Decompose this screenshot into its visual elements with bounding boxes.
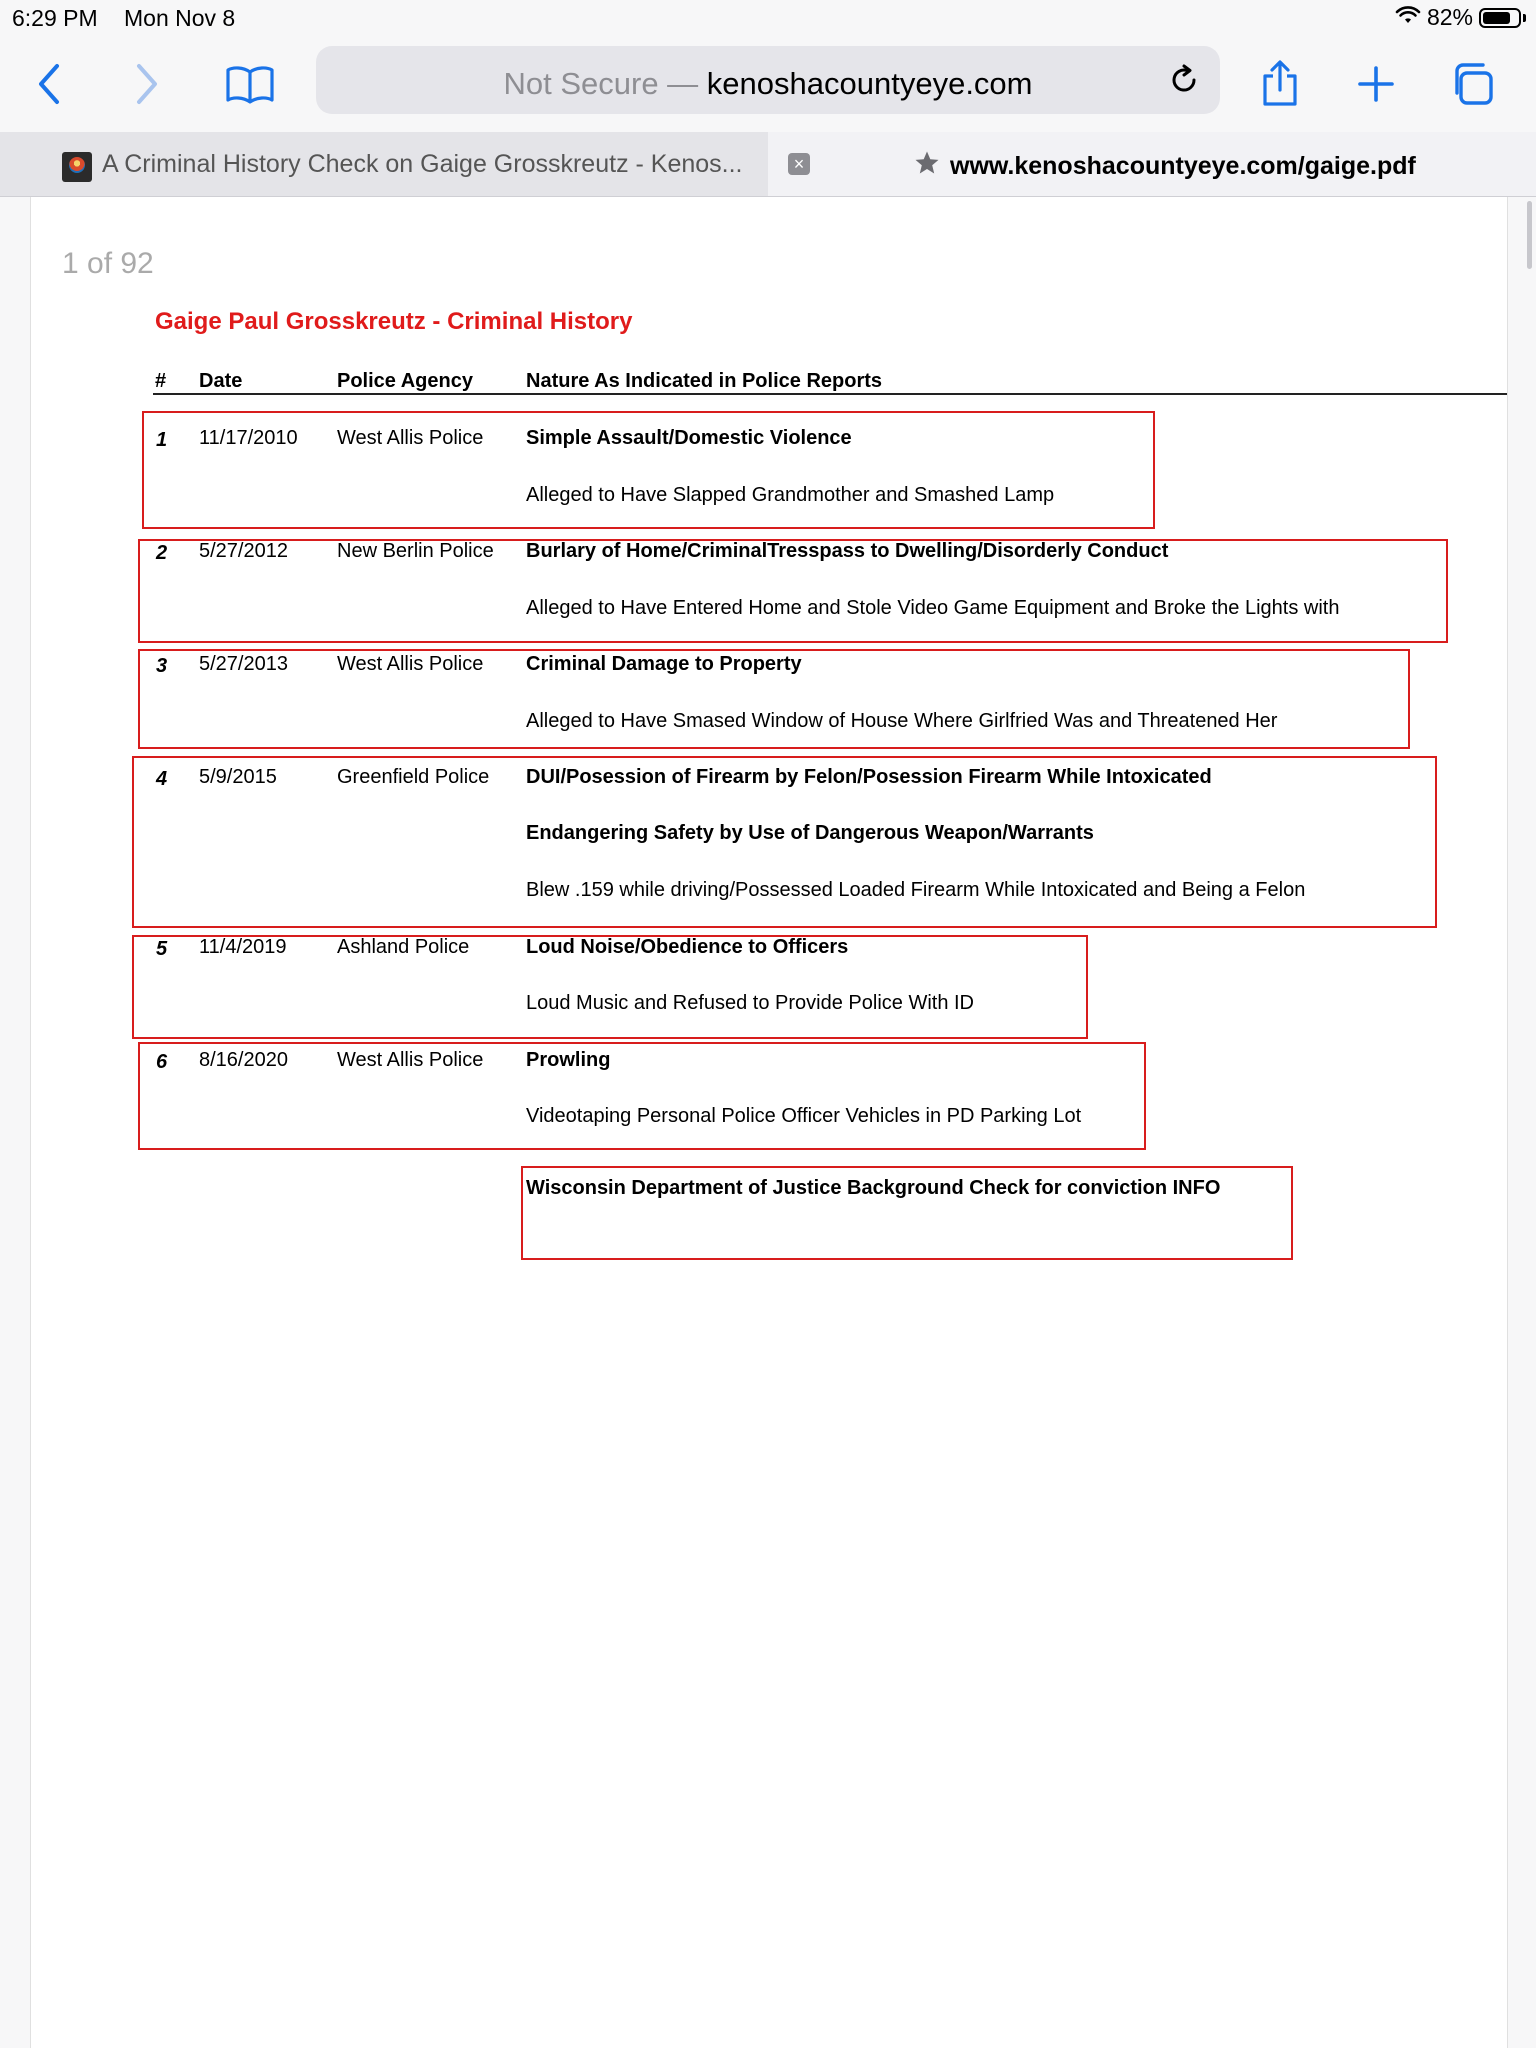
tab-inactive[interactable] [0, 132, 768, 196]
column-header-agency: Police Agency [337, 370, 473, 392]
reload-icon[interactable] [1160, 56, 1208, 104]
column-header-date: Date [199, 370, 243, 392]
row-date: 5/9/2015 [199, 766, 277, 788]
row-agency: West Allis Police [337, 427, 484, 449]
star-icon [914, 150, 940, 183]
row-agency: Greenfield Police [337, 766, 490, 788]
row-offense: Criminal Damage to Property [526, 653, 802, 675]
scrollbar[interactable] [1527, 201, 1532, 269]
row-agency: Ashland Police [337, 936, 470, 958]
new-tab-icon[interactable] [1346, 54, 1406, 114]
safari-toolbar [0, 36, 1536, 132]
row-number: 3 [156, 655, 168, 677]
row-offense: DUI/Posession of Firearm by Felon/Posession Firearm While Intoxicated [526, 766, 1212, 788]
column-header-nature: Nature As Indicated in Police Reports [526, 370, 883, 392]
document-title: Gaige Paul Grosskreutz - Criminal History [155, 308, 633, 335]
row-number: 4 [156, 768, 168, 790]
row-date: 5/27/2012 [199, 540, 288, 562]
address-text [316, 66, 1220, 102]
row-description: Alleged to Have Slapped Grandmother and Smashed Lamp [526, 484, 1055, 506]
row-agency: West Allis Police [337, 1049, 484, 1071]
forward-icon[interactable] [116, 54, 176, 114]
tabs-icon[interactable] [1442, 54, 1502, 114]
battery-icon [1479, 8, 1521, 28]
tab-bar [0, 132, 1536, 197]
row-offense: Burlary of Home/CriminalTresspass to Dwelling/Disorderly Conduct [526, 540, 1169, 562]
pdf-page [30, 197, 1508, 2048]
row-number: 5 [156, 938, 168, 960]
address-domain: kenoshacountyeye.com [706, 66, 1033, 101]
address-bar[interactable] [316, 46, 1220, 114]
tab-active[interactable] [914, 150, 1416, 183]
highlight-box [138, 1042, 1146, 1150]
row-offense: Loud Noise/Obedience to Officers [526, 936, 849, 958]
pdf-viewer[interactable] [0, 197, 1536, 2048]
row-date: 11/17/2010 [199, 427, 298, 449]
row-offense: Simple Assault/Domestic Violence [526, 427, 852, 449]
wifi-icon [1395, 4, 1421, 31]
row-date: 5/27/2013 [199, 653, 288, 675]
header-rule [153, 393, 1507, 395]
battery-cap [1523, 14, 1526, 22]
row-description: Videotaping Personal Police Officer Vehicles in PD Parking Lot [526, 1105, 1082, 1127]
row-description: Alleged to Have Smased Window of House Where Girlfried Was and Threatened Her [526, 710, 1278, 732]
tab-active-title: www.kenoshacountyeye.com/gaige.pdf [950, 152, 1416, 180]
row-number: 2 [156, 542, 168, 564]
row-agency: New Berlin Police [337, 540, 494, 562]
row-number: 1 [156, 429, 168, 451]
battery-level [1483, 12, 1510, 24]
row-agency: West Allis Police [337, 653, 484, 675]
site-favicon-icon [62, 152, 92, 182]
row-description: Loud Music and Refused to Provide Police With ID [526, 992, 974, 1014]
battery-percent: 82% [1426, 4, 1473, 30]
bookmarks-icon[interactable] [220, 54, 280, 114]
row-date: 11/4/2019 [199, 936, 287, 958]
close-tab-icon[interactable]: × [788, 153, 810, 175]
back-icon[interactable] [20, 54, 80, 114]
page-counter: 1 of 92 [62, 247, 154, 280]
column-header-number: # [155, 370, 167, 392]
row-offense: Prowling [526, 1049, 611, 1071]
row-offense-extra: Endangering Safety by Use of Dangerous Weapon/Warrants [526, 822, 1094, 844]
background-check-note: Wisconsin Department of Justice Background Check for conviction INFO [526, 1177, 1221, 1199]
row-description: Alleged to Have Entered Home and Stole Video Game Equipment and Broke the Lights with [526, 597, 1340, 619]
status-indicators [1395, 4, 1526, 31]
share-icon[interactable] [1250, 54, 1310, 114]
tab-title: A Criminal History Check on Gaige Grosskreutz - Kenos... [102, 150, 743, 178]
row-number: 6 [156, 1051, 168, 1073]
status-date: Mon Nov 8 [124, 5, 236, 31]
row-description: Blew .159 while driving/Possessed Loaded Firearm While Intoxicated and Being a Felon [526, 879, 1306, 901]
not-secure-label: Not Secure — [503, 66, 707, 101]
status-bar [0, 0, 1536, 36]
status-time: 6:29 PM [12, 5, 98, 31]
row-date: 8/16/2020 [199, 1049, 288, 1071]
